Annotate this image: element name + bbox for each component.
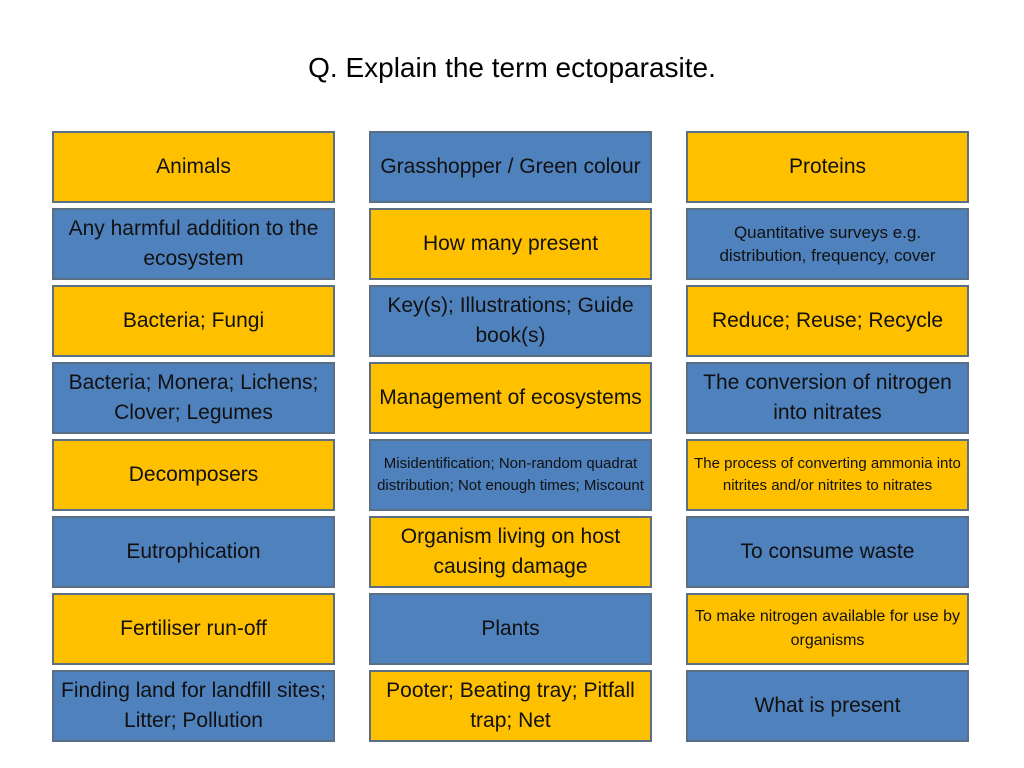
answer-card-nitrogen-available[interactable]: To make nitrogen available for use by organisms	[686, 593, 969, 665]
answer-card-keys-illustrations[interactable]: Key(s); Illustrations; Guide book(s)	[369, 285, 652, 357]
answer-card-nitrogen-conversion[interactable]: The conversion of nitrogen into nitrates	[686, 362, 969, 434]
answer-card-what-is-present[interactable]: What is present	[686, 670, 969, 742]
answer-card-harmful-addition[interactable]: Any harmful addition to the ecosystem	[52, 208, 335, 280]
answer-card-bacteria-fungi[interactable]: Bacteria; Fungi	[52, 285, 335, 357]
answer-card-plants[interactable]: Plants	[369, 593, 652, 665]
answer-card-animals[interactable]: Animals	[52, 131, 335, 203]
answer-card-proteins[interactable]: Proteins	[686, 131, 969, 203]
answer-card-quantitative-surveys[interactable]: Quantitative surveys e.g. distribution, frequency, cover	[686, 208, 969, 280]
answer-card-nitrogen-fixers[interactable]: Bacteria; Monera; Lichens; Clover; Legumes	[52, 362, 335, 434]
answer-card-sampling-equipment[interactable]: Pooter; Beating tray; Pitfall trap; Net	[369, 670, 652, 742]
answer-card-eutrophication[interactable]: Eutrophication	[52, 516, 335, 588]
answer-card-landfill-litter-pollution[interactable]: Finding land for landfill sites; Litter; Pollution	[52, 670, 335, 742]
answer-card-reduce-reuse-recycle[interactable]: Reduce; Reuse; Recycle	[686, 285, 969, 357]
answer-card-grid	[52, 131, 969, 742]
answer-card-consume-waste[interactable]: To consume waste	[686, 516, 969, 588]
answer-card-grasshopper-green-colour[interactable]: Grasshopper / Green colour	[369, 131, 652, 203]
answer-card-organism-living-on-host[interactable]: Organism living on host causing damage	[369, 516, 652, 588]
answer-card-management-of-ecosystems[interactable]: Management of ecosystems	[369, 362, 652, 434]
answer-card-decomposers[interactable]: Decomposers	[52, 439, 335, 511]
answer-card-nitrification[interactable]: The process of converting ammonia into nitrites and/or nitrites to nitrates	[686, 439, 969, 511]
question-title: Q. Explain the term ectoparasite.	[308, 52, 716, 83]
answer-card-fertiliser-run-off[interactable]: Fertiliser run-off	[52, 593, 335, 665]
answer-card-how-many-present[interactable]: How many present	[369, 208, 652, 280]
answer-card-survey-errors[interactable]: Misidentification; Non-random quadrat distribution; Not enough times; Miscount	[369, 439, 652, 511]
